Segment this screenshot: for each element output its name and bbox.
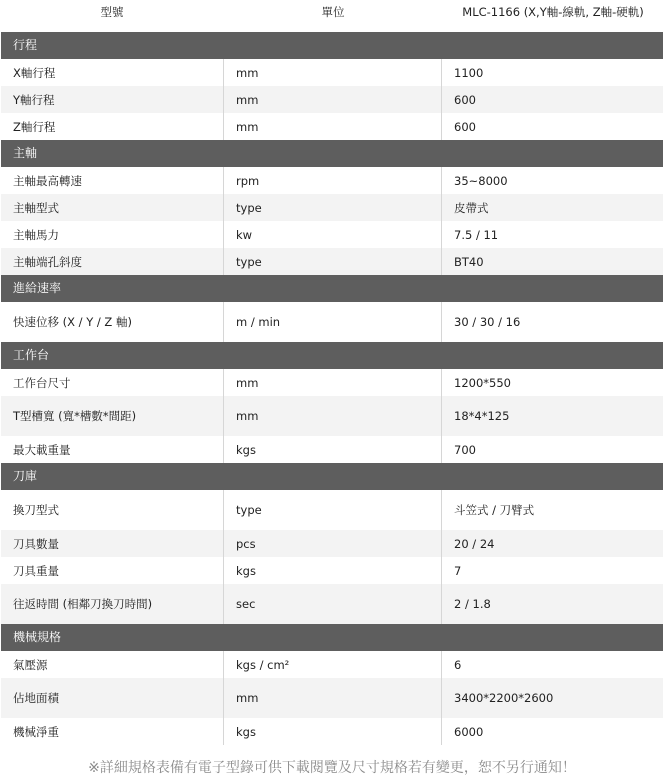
section-header: 主軸 [1,140,663,167]
table-row [1,369,663,396]
table-row [1,490,663,530]
table-row [1,678,663,718]
spec-value: 600 [454,119,476,134]
spec-unit: mm [224,369,442,396]
spec-value: 3400*2200*2600 [454,691,554,705]
spec-value: 35~8000 [454,173,508,188]
spec-unit: mm [224,678,442,718]
spec-value: 皮帶式 [454,200,489,215]
spec-name: Y軸行程 [1,86,224,113]
spec-value: 1200*550 [454,375,511,390]
spec-unit: mm [224,59,442,86]
table-row [1,396,663,436]
spec-unit: kgs [224,436,442,463]
spec-name: 刀具重量 [1,557,224,584]
table-row [1,86,663,113]
spec-value: 700 [454,442,476,457]
spec-value: 20 / 24 [454,536,495,551]
table-row [1,302,663,342]
spec-name: 主軸端孔斜度 [1,248,224,275]
spec-value: 2 / 1.8 [454,597,491,611]
spec-value: 30 / 30 / 16 [454,315,521,329]
spec-unit: mm [224,396,442,436]
spec-unit: kw [224,221,442,248]
spec-name: Z軸行程 [1,113,224,140]
table-row [1,651,663,678]
spec-name: 主軸馬力 [1,221,224,248]
section-header: 進給速率 [1,275,663,302]
spec-name: 主軸型式 [1,194,224,221]
spec-value: 18*4*125 [454,409,510,423]
table-header [0,0,664,32]
spec-unit: mm [224,86,442,113]
spec-value: BT40 [454,254,484,269]
spec-name: T型槽寬 (寬*槽數*間距) [1,396,224,436]
table-row [1,194,663,221]
spec-unit: type [224,194,442,221]
spec-unit: kgs [224,557,442,584]
table-row [1,584,663,624]
table-row [1,530,663,557]
table-row [1,718,663,745]
spec-unit: pcs [224,530,442,557]
spec-name: 快速位移 (X / Y / Z 軸) [1,302,224,342]
spec-value: 斗笠式 / 刀臂式 [454,503,535,517]
footer-note: ※詳細規格表備有電子型錄可供下載閱覽及尺寸規格若有變更，恕不另行通知！ [88,760,576,776]
spec-value: 6000 [454,724,484,739]
section-header: 機械規格 [1,624,663,651]
table-row [1,113,663,140]
header-unit: 單位 [321,5,345,19]
spec-name: 氣壓源 [1,651,224,678]
spec-name: 主軸最高轉速 [1,167,224,194]
table-row [1,221,663,248]
spec-unit: kgs [224,718,442,745]
spec-value: 7.5 / 11 [454,227,499,242]
header-spec: MLC-1166 (X,Y軸-線軌, Z軸-硬軌) [462,5,644,19]
spec-name: 機械淨重 [1,718,224,745]
spec-name: 佔地面積 [1,678,224,718]
spec-value: 1100 [454,65,484,80]
spec-name: 往返時間 (相鄰刀換刀時間) [1,584,224,624]
spec-unit: rpm [224,167,442,194]
spec-value: 600 [454,92,476,107]
spec-name: X軸行程 [1,59,224,86]
spec-unit: type [224,248,442,275]
spec-name: 換刀型式 [1,490,224,530]
table-row [1,557,663,584]
header-model: 型號 [100,5,124,19]
spec-value: 6 [454,657,462,672]
spec-value: 7 [454,563,462,578]
spec-table [1,32,663,745]
table-row [1,248,663,275]
table-row [1,167,663,194]
spec-unit: mm [224,113,442,140]
spec-unit: type [224,490,442,530]
table-row [1,436,663,463]
spec-unit: m / min [224,302,442,342]
section-header: 行程 [1,32,663,59]
spec-unit: sec [224,584,442,624]
spec-name: 工作台尺寸 [1,369,224,396]
spec-unit: kgs / cm² [224,651,442,678]
section-header: 刀庫 [1,463,663,490]
table-row [1,59,663,86]
spec-name: 刀具數量 [1,530,224,557]
section-header: 工作台 [1,342,663,369]
spec-name: 最大載重量 [1,436,224,463]
